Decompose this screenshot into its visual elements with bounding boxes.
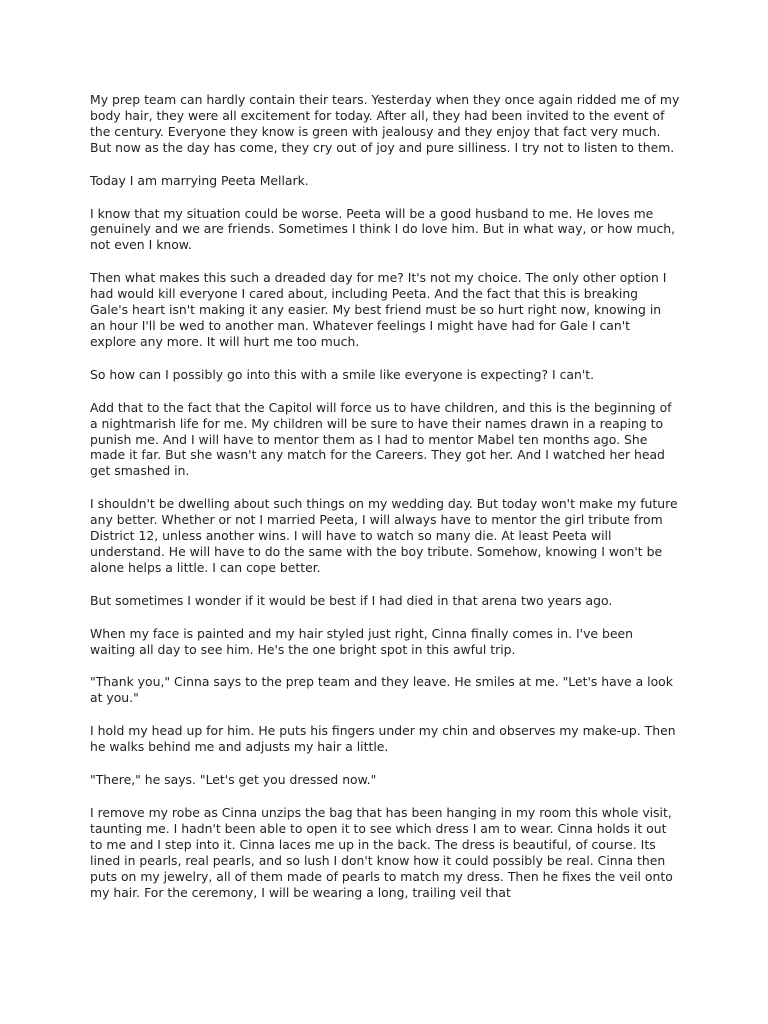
paragraph: I know that my situation could be worse. Peeta will be a good husband to me. He loves me genuinely and we are friends. Sometimes I think I do love him. But in what way, or how much, not even I know. — [90, 205, 676, 253]
paragraph: When my face is painted and my hair styled just right, Cinna finally comes in. I've been waiting all day to see him. He's the one bright spot in this awful trip. — [90, 625, 633, 657]
paragraph: I hold my head up for him. He puts his fingers under my chin and observes my make-up. Then he walks behind me and adjusts my hair a little. — [90, 723, 676, 755]
paragraph: "There," he says. "Let's get you dressed now." — [90, 772, 377, 788]
paragraph: Today I am marrying Peeta Mellark. — [90, 172, 309, 188]
paragraph: I remove my robe as Cinna unzips the bag that has been hanging in my room this whole visit, taunting me. I hadn't been able to open it to see which dress I am to wear. Cinna holds it out to me and I step into it. Cinna laces me up in the back. The dress is beautiful, of course. Its lined in pearls, real pearls, and so lush I don't know how it could possibly be real. Cinna then puts on my jewelry, all of them made of pearls to match my dress. Then he fixes the veil onto my hair. For the ceremony, I will be wearing a long, trailing veil that — [90, 805, 673, 900]
paragraph: "Thank you," Cinna says to the prep team and they leave. He smiles at me. "Let's have a look at you." — [90, 674, 673, 706]
paragraph: Add that to the fact that the Capitol will force us to have children, and this is the beginning of a nightmarish life for me. My children will be sure to have their names drawn in a reaping to punish me. And I will have to mentor them as I had to mentor Mabel ten months ago. She made it far. But she wasn't any match for the Careers. They got her. And I watched her head get smashed in. — [90, 399, 672, 479]
paragraph: Then what makes this such a dreaded day for me? It's not my choice. The only other option I had would kill everyone I cared about, including Peeta. And the fact that this is breaking Gale's heart isn't making it any easier. My best friend must be so hurt right now, knowing in an hour I'll be wed to another man. Whatever feelings I might have had for Gale I can't explore any more. It will hurt me too much. — [90, 270, 667, 349]
paragraph: My prep team can hardly contain their tears. Yesterday when they once again ridded me of my body hair, they were all excitement for today. After all, they had been invited to the event of the century. Everyone they know is green with jealousy and they enjoy that fact very much. But now as the day has come, they cry out of joy and pure silliness. I try not to listen to them. — [90, 92, 680, 155]
document-page — [90, 92, 680, 917]
paragraph: I shouldn't be dwelling about such things on my wedding day. But today won't make my future any better. Whether or not I married Peeta, I will always have to mentor the girl tribute from District 12, unless another wins. I will have to watch so many die. At least Peeta will understand. He will have to do the same with the boy tribute. Somehow, knowing I won't be alone helps a little. I can cope better. — [90, 496, 678, 575]
paragraph: But sometimes I wonder if it would be best if I had died in that arena two years ago. — [90, 592, 613, 608]
paragraph: So how can I possibly go into this with a smile like everyone is expecting? I can't. — [90, 366, 595, 382]
